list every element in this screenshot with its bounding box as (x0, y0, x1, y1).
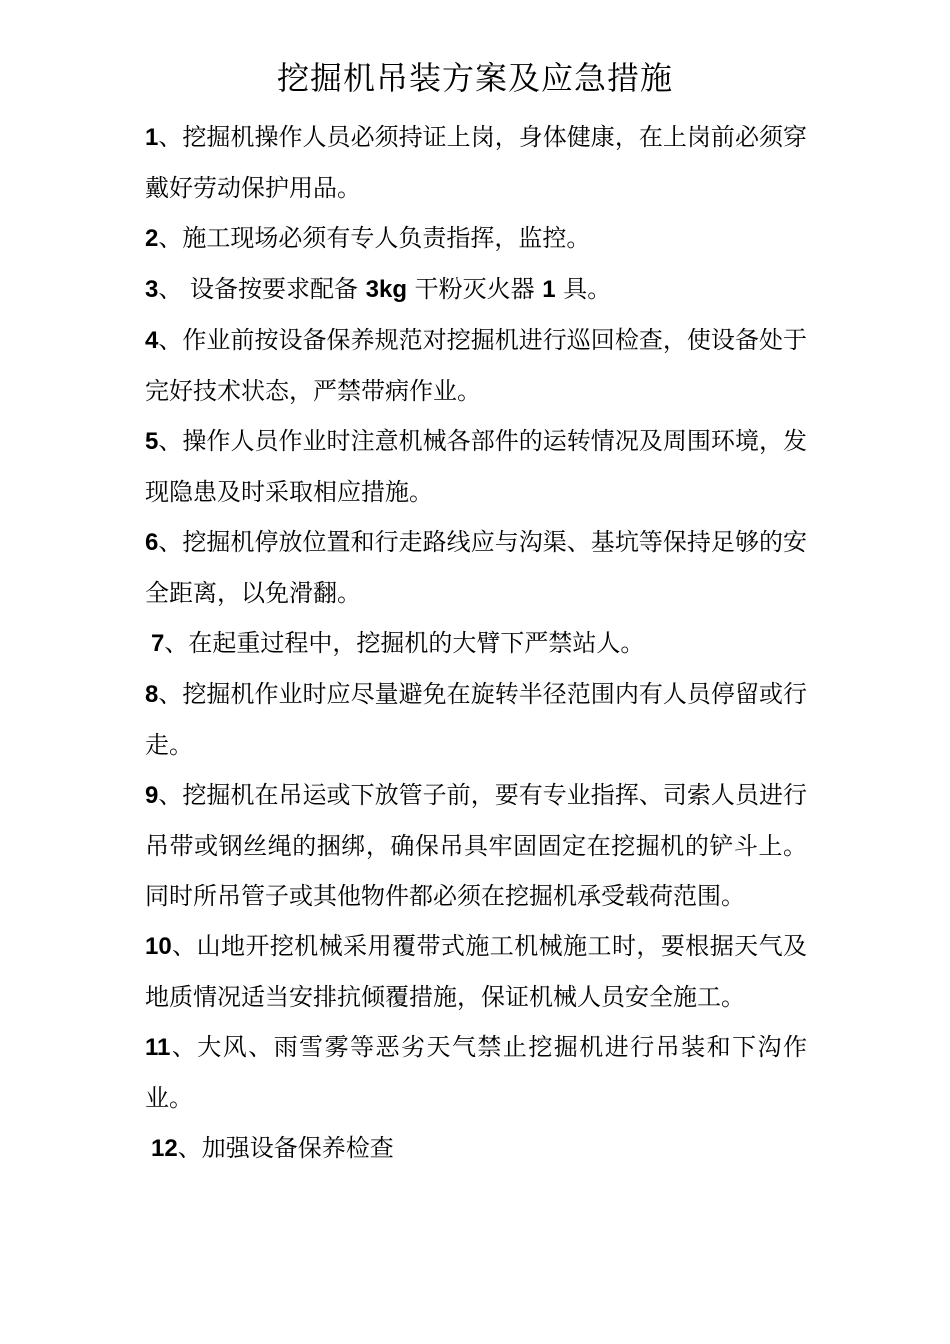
list-item-11 (145, 1022, 807, 1123)
item-text: 、加强设备保养检查 (177, 1134, 394, 1162)
item-text: 、大风、雨雪雾等恶劣天气禁止挖掘机进行吊装和下沟作业。 (145, 1033, 807, 1112)
item-number: 3 (145, 276, 159, 303)
item-bold-count: 1 (542, 276, 556, 303)
list-item-5 (145, 416, 807, 517)
item-text-end: 具。 (555, 275, 612, 303)
item-number: 1 (145, 124, 159, 151)
list-item-9 (145, 770, 807, 921)
item-number: 8 (145, 681, 159, 708)
item-number: 6 (145, 529, 159, 556)
item-text-continued: 干粉灭火器 (406, 275, 543, 303)
item-number: 9 (145, 782, 159, 809)
list-item-1 (145, 112, 807, 213)
item-number: 5 (145, 428, 159, 455)
item-number: 10 (145, 933, 172, 960)
item-text: 、施工现场必须有专人负责指挥，监控。 (158, 224, 591, 252)
item-text: 、在起重过程中，挖掘机的大臂下严禁站人。 (164, 629, 645, 657)
list-item-3 (145, 264, 807, 315)
list-item-12 (145, 1123, 807, 1174)
item-number: 12 (151, 1135, 178, 1162)
item-text: 、挖掘机作业时应尽量避免在旋转半径范围内有人员停留或行走。 (145, 680, 807, 759)
list-item-8 (145, 669, 807, 770)
item-text: 、挖掘机在吊运或下放管子前，要有专业指挥、司索人员进行吊带或钢丝绳的捆绑，确保吊具牢固固定在挖掘机的铲斗上。同时所吊管子或其他物件都必须在挖掘机承受载荷范围。 (145, 781, 807, 910)
item-bold-value: 3kg (365, 276, 407, 303)
item-text: 、挖掘机操作人员必须持证上岗，身体健康，在上岗前必须穿戴好劳动保护用品。 (145, 123, 807, 202)
item-number: 7 (151, 630, 165, 657)
item-number: 11 (145, 1034, 171, 1061)
document-body (145, 112, 807, 1174)
item-text: 、挖掘机停放位置和行走路线应与沟渠、基坑等保持足够的安全距离，以免滑翻。 (145, 528, 807, 607)
list-item-6 (145, 517, 807, 618)
item-text: 、操作人员作业时注意机械各部件的运转情况及周围环境，发现隐患及时采取相应措施。 (145, 427, 807, 506)
list-item-2 (145, 213, 807, 264)
item-text: 、山地开挖机械采用覆带式施工机械施工时，要根据天气及地质情况适当安排抗倾覆措施，保证机械人员安全施工。 (145, 932, 807, 1011)
list-item-10 (145, 921, 807, 1022)
item-number: 2 (145, 225, 159, 252)
document-title: 挖掘机吊装方案及应急措施 (276, 59, 673, 97)
item-number: 4 (145, 327, 159, 354)
item-text: 、作业前按设备保养规范对挖掘机进行巡回检查，使设备处于完好技术状态，严禁带病作业。 (145, 326, 807, 405)
item-text: 、 设备按要求配备 (158, 275, 366, 303)
list-item-7 (145, 618, 807, 669)
list-item-4 (145, 315, 807, 416)
